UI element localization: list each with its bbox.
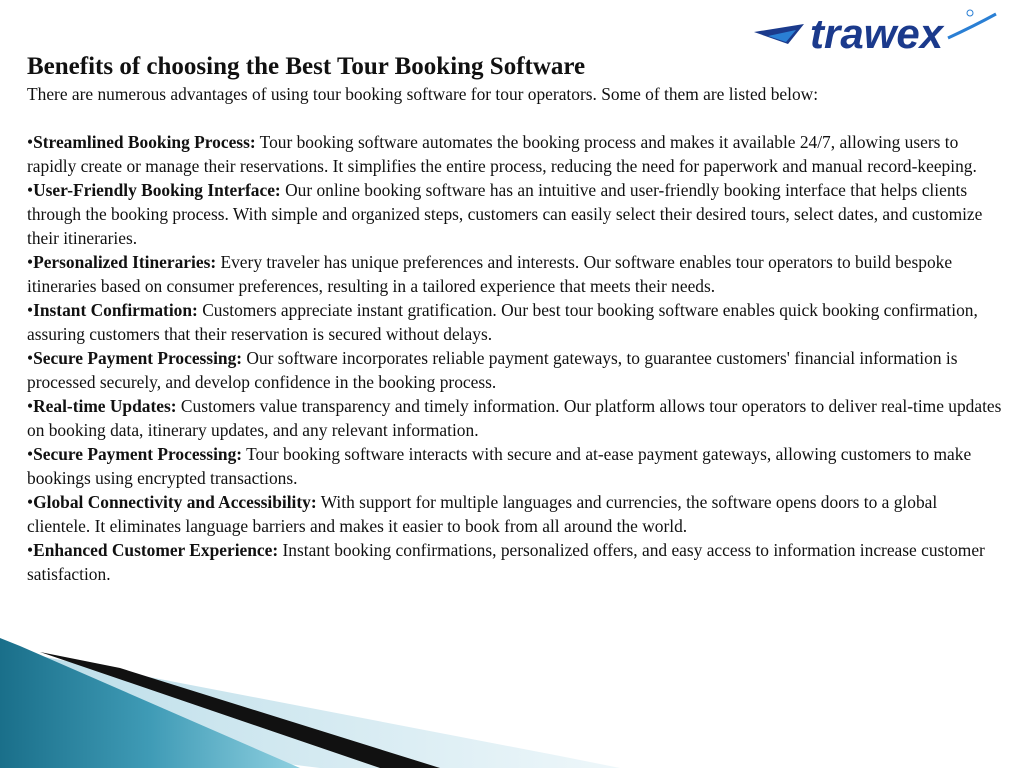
benefit-text: Customers value transparency and timely information. Our platform allows tour operators to deliver real-time updates on booking data, itinerary updates, and any relevant information. bbox=[27, 396, 1002, 440]
bullet-icon: • bbox=[27, 540, 34, 560]
benefit-title: Personalized Itineraries: bbox=[33, 252, 217, 272]
benefit-item bbox=[27, 250, 1002, 298]
benefit-text: Customers appreciate instant gratification. Our best tour booking software enables quick booking confirmation, assuring customers that their reservation is secured without delays. bbox=[27, 300, 978, 344]
trawex-logo bbox=[752, 8, 1002, 56]
benefit-text: With support for multiple languages and currencies, the software opens doors to a global clientele. It eliminates language barriers and makes it easier to book from all around the world. bbox=[27, 492, 938, 536]
bullet-icon: • bbox=[27, 300, 34, 320]
benefit-title: Secure Payment Processing: bbox=[33, 348, 243, 368]
bullet-icon: • bbox=[27, 492, 34, 512]
benefit-title: Global Connectivity and Accessibility: bbox=[33, 492, 317, 512]
benefit-item bbox=[27, 490, 1002, 538]
bullet-icon: • bbox=[27, 444, 34, 464]
logo-wordmark: trawex bbox=[810, 10, 944, 56]
benefit-item bbox=[27, 442, 1002, 490]
decorative-swoosh bbox=[0, 638, 1024, 768]
bullet-icon: • bbox=[27, 348, 34, 368]
main-content bbox=[27, 52, 1002, 586]
benefit-title: Enhanced Customer Experience: bbox=[33, 540, 279, 560]
benefit-title: Streamlined Booking Process: bbox=[33, 132, 256, 152]
benefit-item bbox=[27, 538, 1002, 586]
benefit-item bbox=[27, 130, 1002, 178]
benefit-text: Tour booking software interacts with secure and at-ease payment gateways, allowing customers to make bookings using encrypted transactions. bbox=[27, 444, 972, 488]
benefits-list bbox=[27, 130, 1002, 586]
intro-text: There are numerous advantages of using tour booking software for tour operators. Some of them are listed below: bbox=[27, 84, 819, 104]
bullet-icon: • bbox=[27, 180, 34, 200]
benefit-text: Tour booking software automates the booking process and makes it available 24/7, allowing users to rapidly create or manage their reservations. It simplifies the entire process, reducing the need for paperwork and manual record-keeping. bbox=[27, 132, 977, 176]
benefit-title: Real-time Updates: bbox=[33, 396, 177, 416]
benefit-text: Our software incorporates reliable payment gateways, to guarantee customers' financial information is processed securely, and develop confidence in the booking process. bbox=[27, 348, 958, 392]
footer-decoration bbox=[0, 638, 1024, 768]
benefit-title: Instant Confirmation: bbox=[33, 300, 198, 320]
benefit-item bbox=[27, 298, 1002, 346]
benefit-item bbox=[27, 178, 1002, 250]
benefit-text: Instant booking confirmations, personalized offers, and easy access to information increase customer satisfaction. bbox=[27, 540, 985, 584]
benefit-item bbox=[27, 394, 1002, 442]
page-title: Benefits of choosing the Best Tour Booking Software bbox=[27, 53, 586, 80]
benefit-item bbox=[27, 346, 1002, 394]
benefit-title: User-Friendly Booking Interface: bbox=[33, 180, 281, 200]
bullet-icon: • bbox=[27, 132, 34, 152]
benefit-text: Our online booking software has an intuitive and user-friendly booking interface that helps clients through the booking process. With simple and organized steps, customers can easily select their desired tours, select dates, and customize their itineraries. bbox=[27, 180, 983, 248]
benefit-title: Secure Payment Processing: bbox=[33, 444, 243, 464]
bullet-icon: • bbox=[27, 252, 34, 272]
benefit-text: Every traveler has unique preferences and interests. Our software enables tour operators to build bespoke itineraries based on consumer preferences, resulting in a tailored experience that meets their needs. bbox=[27, 252, 953, 296]
trawex-logo-graphic bbox=[752, 8, 1002, 56]
bullet-icon: • bbox=[27, 396, 34, 416]
